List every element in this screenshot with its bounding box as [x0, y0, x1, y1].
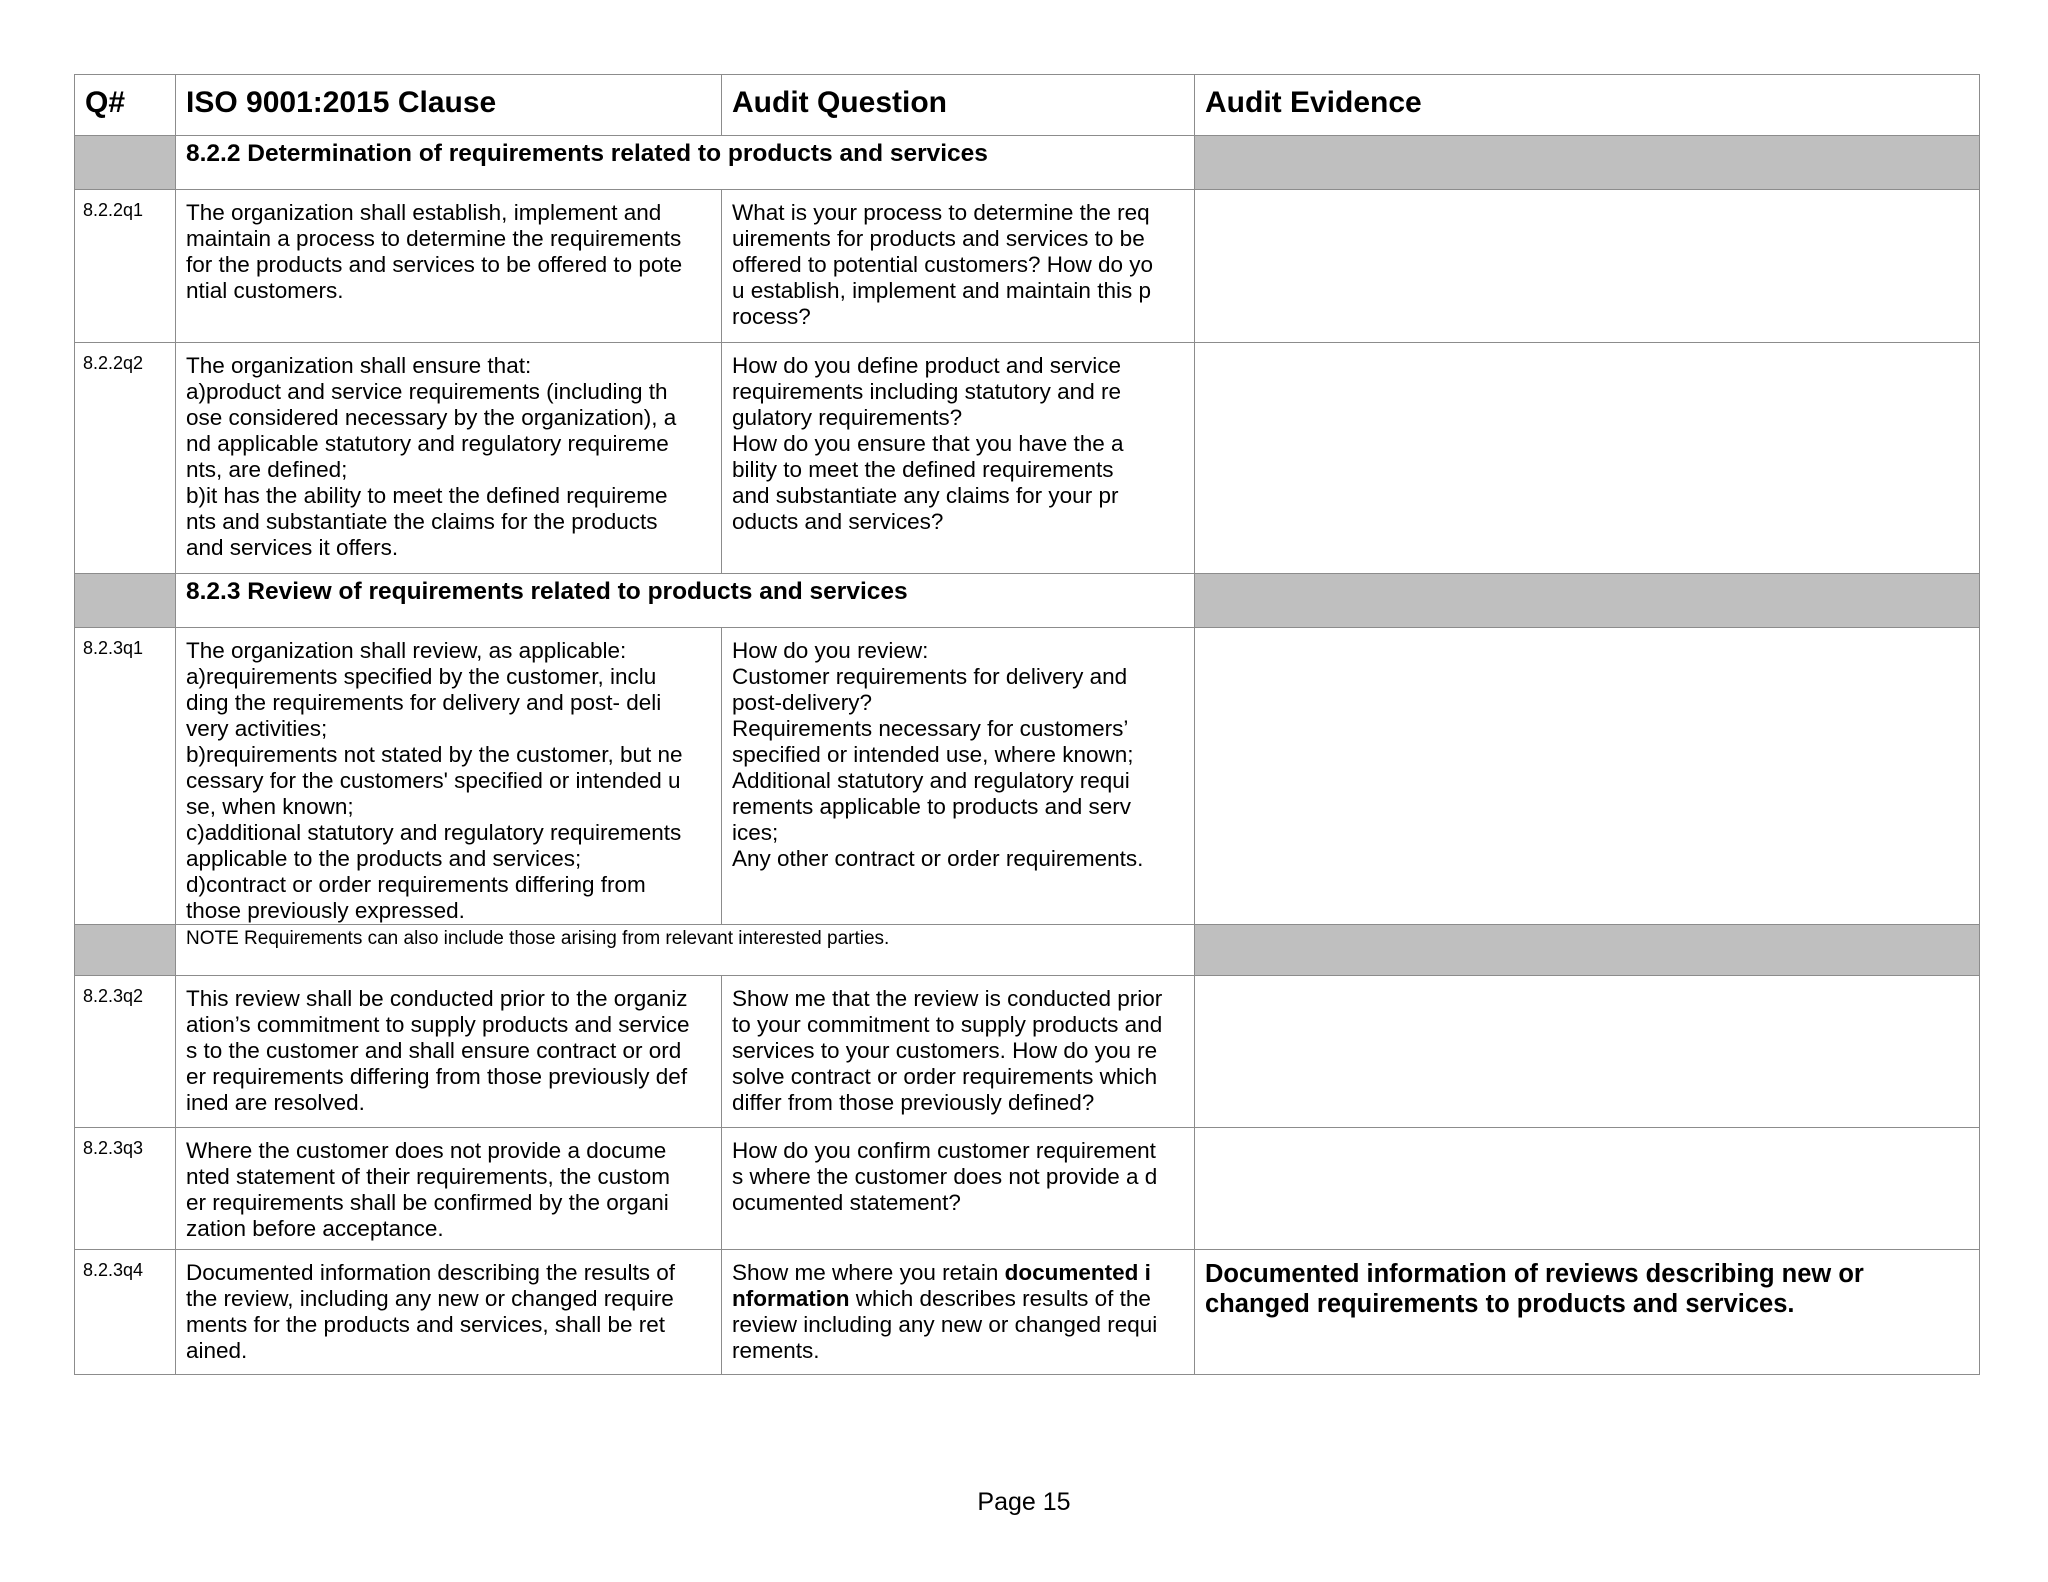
clause-text: Where the customer does not provide a docume nted statement of their requirements, the custom er requirements shall be confirmed by the organi zation before acceptance. [176, 1128, 722, 1250]
section-shade-left [75, 136, 176, 190]
page-number: Page 15 [977, 1488, 1071, 1516]
clause-text: The organization shall establish, implement and maintain a process to determine the requirements for the products and services to be offered to pote ntial customers. [176, 190, 722, 343]
question-number: 8.2.2q2 [75, 343, 176, 574]
table-row [75, 628, 1980, 925]
section-row-822 [75, 136, 1980, 190]
clause-text: Documented information describing the results of the review, including any new or changed require ments for the products and services, shall be ret ained. [176, 1250, 722, 1375]
audit-evidence-cell [1195, 190, 1980, 343]
column-header-question: Audit Question [722, 75, 1195, 136]
audit-question-text: Show me where you retain documented i nformation which describes results of the review including any new or changed requi rements. [722, 1250, 1195, 1375]
section-title: 8.2.3 Review of requirements related to products and services [176, 574, 1195, 628]
audit-question-text: What is your process to determine the req uirements for products and services to be offered to potential customers? How do yo u establish, implement and maintain this p rocess? [722, 190, 1195, 343]
audit-evidence-cell [1195, 343, 1980, 574]
table-row [75, 976, 1980, 1128]
audit-question-text: How do you confirm customer requirement s where the customer does not provide a d ocumented statement? [722, 1128, 1195, 1250]
table-row [75, 1250, 1980, 1375]
section-shade-right [1195, 136, 1980, 190]
question-number: 8.2.3q4 [75, 1250, 176, 1375]
clause-text: The organization shall ensure that: a)product and service requirements (including th ose considered necessary by the organization), a nd applicable statutory and regulatory requireme nts, are defined; b)it has the ability to meet the defined requireme nts and substantiate the claims for the products and services it offers. [176, 343, 722, 574]
clause-text: This review shall be conducted prior to the organiz ation’s commitment to supply products and service s to the customer and shall ensure contract or ord er requirements differing from those previously def ined are resolved. [176, 976, 722, 1128]
audit-evidence-cell [1195, 976, 1980, 1128]
note-row [75, 925, 1980, 976]
audit-evidence-cell: Documented information of reviews describing new or changed requirements to products and services. [1195, 1250, 1980, 1375]
table-row [75, 1128, 1980, 1250]
audit-question-text: Show me that the review is conducted prior to your commitment to supply products and services to your customers. How do you re solve contract or order requirements which differ from those previously defined? [722, 976, 1195, 1128]
table-row [75, 190, 1980, 343]
table-row [75, 343, 1980, 574]
column-header-q: Q# [75, 75, 176, 136]
audit-question-text: How do you define product and service requirements including statutory and re gulatory requirements? How do you ensure that you have the a bility to meet the defined requirements and substantiate any claims for your pr oducts and services? [722, 343, 1195, 574]
section-shade-left [75, 574, 176, 628]
clause-text: The organization shall review, as applicable: a)requirements specified by the customer, inclu ding the requirements for delivery and post- deli very activities; b)requirements not stated by the customer, but ne cessary for the customers' specified or intended u se, when known; c)additional statutory and regulatory requirements applicable to the products and services; d)contract or order requirements differing from those previously expressed. [176, 628, 722, 925]
note-shade-right [1195, 925, 1980, 976]
column-header-evidence: Audit Evidence [1195, 75, 1980, 136]
audit-question-text: How do you review: Customer requirements for delivery and post-delivery? Requirements necessary for customers’ specified or intended use, where known; Additional statutory and regulatory requi rements applicable to products and serv ices; Any other contract or order requirements. [722, 628, 1195, 925]
section-row-823 [75, 574, 1980, 628]
column-header-clause: ISO 9001:2015 Clause [176, 75, 722, 136]
question-number: 8.2.3q2 [75, 976, 176, 1128]
section-title: 8.2.2 Determination of requirements related to products and services [176, 136, 1195, 190]
question-number: 8.2.2q1 [75, 190, 176, 343]
table-header-row [75, 75, 1980, 136]
note-text: NOTE Requirements can also include those arising from relevant interested parties. [176, 925, 1195, 976]
audit-evidence-cell [1195, 628, 1980, 925]
question-number: 8.2.3q3 [75, 1128, 176, 1250]
audit-checklist-table [74, 74, 1980, 1375]
audit-evidence-cell [1195, 1128, 1980, 1250]
note-shade-left [75, 925, 176, 976]
section-shade-right [1195, 574, 1980, 628]
question-number: 8.2.3q1 [75, 628, 176, 925]
